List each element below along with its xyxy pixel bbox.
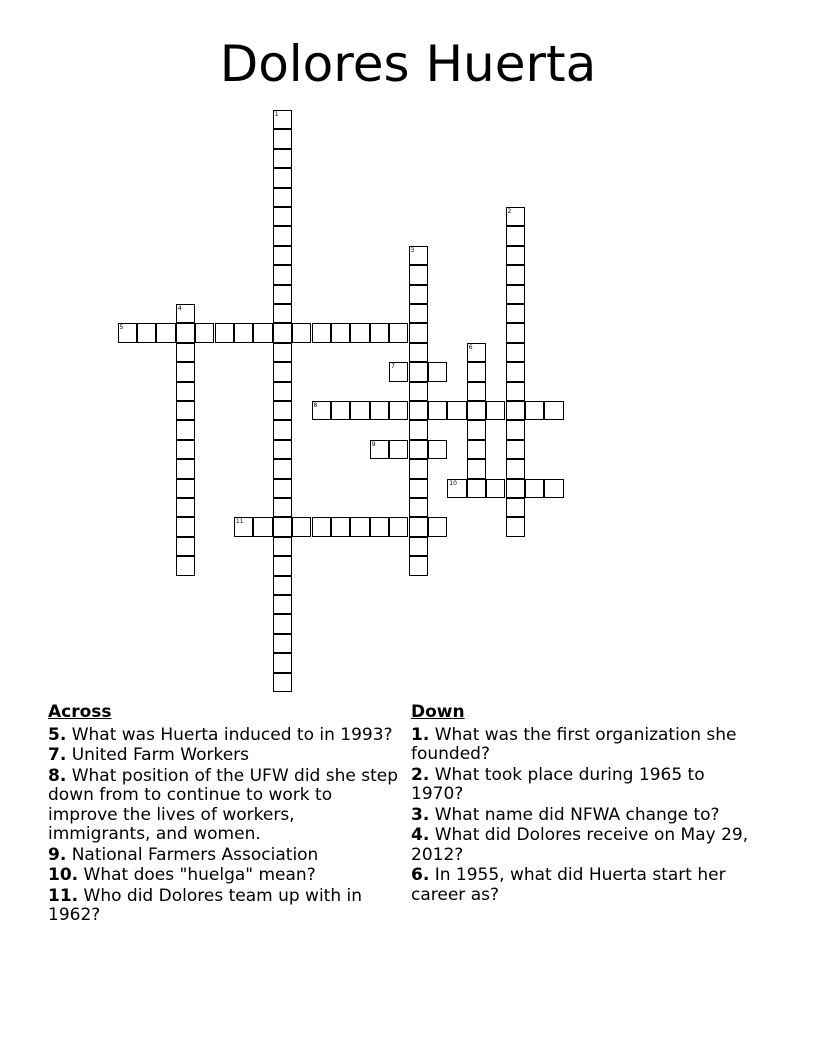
grid-cell[interactable]	[506, 401, 525, 420]
grid-cell[interactable]	[273, 168, 292, 187]
grid-cell[interactable]	[506, 420, 525, 439]
grid-cell[interactable]	[409, 556, 428, 575]
grid-cell[interactable]	[506, 498, 525, 517]
grid-cell[interactable]	[370, 401, 389, 420]
grid-cell[interactable]	[467, 382, 486, 401]
grid-cell[interactable]	[409, 285, 428, 304]
grid-cell[interactable]	[409, 323, 428, 342]
grid-cell[interactable]	[156, 323, 175, 342]
across-clue	[48, 746, 400, 766]
grid-cell[interactable]	[544, 479, 563, 498]
grid-cell[interactable]	[176, 304, 195, 323]
grid-cell[interactable]	[409, 382, 428, 401]
grid-cell[interactable]	[525, 479, 544, 498]
cell-number: 8	[313, 402, 318, 409]
grid-cell[interactable]	[389, 362, 408, 381]
grid-cell[interactable]	[273, 479, 292, 498]
grid-cell[interactable]	[506, 459, 525, 478]
grid-cell[interactable]	[273, 246, 292, 265]
grid-cell[interactable]	[350, 401, 369, 420]
grid-cell[interactable]	[506, 265, 525, 284]
clue-number: 9.	[48, 844, 67, 865]
grid-cell[interactable]	[331, 401, 350, 420]
grid-cell[interactable]	[176, 420, 195, 439]
grid-cell[interactable]	[292, 323, 311, 342]
grid-cell[interactable]	[273, 420, 292, 439]
grid-cell[interactable]	[389, 440, 408, 459]
down-clues	[411, 703, 756, 906]
grid-cell[interactable]	[176, 440, 195, 459]
grid-cell[interactable]	[409, 479, 428, 498]
grid-cell[interactable]	[409, 459, 428, 478]
grid-cell[interactable]	[273, 537, 292, 556]
grid-cell[interactable]	[331, 517, 350, 536]
grid-cell[interactable]	[273, 614, 292, 633]
across-heading: Across	[48, 702, 112, 722]
grid-cell[interactable]	[506, 246, 525, 265]
clue-text: In 1955, what did Huerta start her career as?	[411, 865, 726, 905]
grid-cell[interactable]	[273, 343, 292, 362]
grid-cell[interactable]	[409, 343, 428, 362]
grid-cell[interactable]	[137, 323, 156, 342]
grid-cell[interactable]	[273, 110, 292, 129]
across-clue	[48, 846, 400, 866]
grid-cell[interactable]	[273, 382, 292, 401]
clue-number: 7.	[48, 745, 67, 765]
grid-cell[interactable]	[506, 343, 525, 362]
across-clue	[48, 866, 400, 886]
grid-cell[interactable]	[409, 265, 428, 284]
grid-cell[interactable]	[409, 401, 428, 420]
grid-cell[interactable]	[506, 323, 525, 342]
grid-cell[interactable]	[486, 401, 505, 420]
grid-cell[interactable]	[176, 323, 195, 342]
grid-cell[interactable]	[273, 517, 292, 536]
grid-cell[interactable]	[176, 401, 195, 420]
grid-cell[interactable]	[467, 343, 486, 362]
grid-cell[interactable]	[506, 207, 525, 226]
grid-cell[interactable]	[467, 440, 486, 459]
grid-cell[interactable]	[273, 129, 292, 148]
clue-text: United Farm Workers	[71, 745, 249, 765]
cell-number: 2	[507, 208, 512, 215]
cell-number: 11	[235, 518, 244, 526]
cell-number: 7	[391, 363, 395, 371]
grid-cell[interactable]	[370, 517, 389, 536]
grid-cell[interactable]	[273, 576, 292, 595]
grid-cell[interactable]	[273, 226, 292, 245]
clue-number: 8.	[48, 765, 67, 786]
grid-cell[interactable]	[409, 498, 428, 517]
grid-cell[interactable]	[273, 207, 292, 226]
grid-cell[interactable]	[273, 498, 292, 517]
grid-cell[interactable]	[253, 517, 272, 536]
grid-cell[interactable]	[409, 537, 428, 556]
across-clue	[48, 767, 400, 845]
grid-cell[interactable]	[273, 285, 292, 304]
grid-cell[interactable]	[273, 401, 292, 420]
grid-cell[interactable]	[273, 304, 292, 323]
cell-number: 3	[410, 246, 415, 254]
grid-cell[interactable]	[312, 323, 331, 342]
cell-number: 6	[468, 343, 473, 351]
grid-cell[interactable]	[292, 517, 311, 536]
puzzle-title: Dolores Huerta	[219, 35, 597, 93]
grid-cell[interactable]	[389, 517, 408, 536]
clue-text: What was Huerta induced to in 1993?	[71, 724, 393, 745]
grid-cell[interactable]	[176, 382, 195, 401]
clue-text: What position of the UFW did she step down from to continue to work to improve the lives of workers, immigrants, and women.	[48, 765, 399, 844]
clue-number: 4.	[411, 825, 430, 845]
cell-number: 4	[177, 305, 182, 312]
grid-cell[interactable]	[525, 401, 544, 420]
grid-cell[interactable]	[176, 556, 195, 575]
grid-cell[interactable]	[176, 537, 195, 556]
grid-cell[interactable]	[273, 323, 292, 342]
grid-cell[interactable]	[506, 226, 525, 245]
down-heading: Down	[411, 702, 465, 722]
grid-cell[interactable]	[176, 459, 195, 478]
clue-number: 5.	[48, 724, 67, 745]
cell-number: 10	[449, 479, 457, 487]
grid-cell[interactable]	[428, 517, 447, 536]
cell-number: 1	[274, 111, 279, 118]
across-clue-list	[48, 726, 400, 926]
grid-cell[interactable]	[176, 517, 195, 536]
grid-cell[interactable]	[273, 595, 292, 614]
grid-cell[interactable]	[176, 343, 195, 362]
grid-cell[interactable]	[176, 479, 195, 498]
grid-cell[interactable]	[506, 285, 525, 304]
clue-text: What took place during 1965 to 1970?	[411, 764, 705, 804]
grid-cell[interactable]	[234, 323, 253, 342]
grid-cell[interactable]	[176, 362, 195, 381]
grid-cell[interactable]	[350, 323, 369, 342]
grid-cell[interactable]	[467, 459, 486, 478]
grid-cell[interactable]	[273, 188, 292, 207]
grid-cell[interactable]	[273, 673, 292, 692]
grid-cell[interactable]	[350, 517, 369, 536]
clue-number: 1.	[411, 724, 430, 745]
grid-cell[interactable]	[253, 323, 272, 342]
grid-cell[interactable]	[273, 149, 292, 168]
down-clue	[411, 826, 756, 865]
grid-cell[interactable]	[409, 304, 428, 323]
grid-cell[interactable]	[506, 517, 525, 536]
grid-cell[interactable]	[486, 479, 505, 498]
down-clue-list	[411, 726, 756, 906]
clue-number: 11.	[48, 885, 79, 906]
grid-cell[interactable]	[370, 440, 389, 459]
grid-cell[interactable]	[409, 517, 428, 536]
clue-text: What was the first organization she founded?	[411, 724, 737, 764]
down-clue	[411, 726, 756, 765]
clue-text: What did Dolores receive on May 29, 2012?	[411, 825, 749, 865]
grid-cell[interactable]	[273, 440, 292, 459]
grid-cell[interactable]	[273, 265, 292, 284]
grid-cell[interactable]	[447, 401, 466, 420]
grid-cell[interactable]	[312, 517, 331, 536]
grid-cell[interactable]	[467, 420, 486, 439]
cell-number: 5	[119, 324, 124, 332]
grid-cell[interactable]	[234, 517, 253, 536]
grid-cell[interactable]	[409, 420, 428, 439]
grid-cell[interactable]	[409, 362, 428, 381]
grid-cell[interactable]	[467, 479, 486, 498]
down-clue	[411, 866, 756, 905]
grid-cell[interactable]	[215, 323, 234, 342]
grid-cell[interactable]	[409, 246, 428, 265]
grid-cell[interactable]	[273, 634, 292, 653]
down-clue	[411, 766, 756, 805]
grid-cell[interactable]	[506, 304, 525, 323]
grid-cell[interactable]	[273, 362, 292, 381]
clue-text: Who did Dolores team up with in 1962?	[48, 885, 363, 925]
grid-cell[interactable]	[428, 362, 447, 381]
grid-cell[interactable]	[409, 440, 428, 459]
grid-cell[interactable]	[506, 479, 525, 498]
clue-number: 10.	[48, 865, 79, 885]
clue-number: 2.	[411, 764, 430, 785]
down-clue	[411, 806, 756, 826]
grid-cell[interactable]	[312, 401, 331, 420]
across-clue	[48, 726, 400, 746]
grid-cell[interactable]	[467, 362, 486, 381]
grid-cell[interactable]	[506, 382, 525, 401]
grid-cell[interactable]	[331, 323, 350, 342]
cell-number: 9	[371, 440, 376, 448]
grid-cell[interactable]	[118, 323, 137, 342]
clue-number: 3.	[411, 804, 430, 825]
clue-text: What name did NFWA change to?	[434, 804, 720, 825]
grid-cell[interactable]	[428, 401, 447, 420]
grid-cell[interactable]	[428, 440, 447, 459]
grid-cell[interactable]	[506, 440, 525, 459]
grid-cell[interactable]	[273, 459, 292, 478]
grid-cell[interactable]	[370, 323, 389, 342]
grid-cell[interactable]	[467, 401, 486, 420]
grid-cell[interactable]	[273, 556, 292, 575]
across-clue	[48, 887, 400, 926]
grid-cell[interactable]	[506, 362, 525, 381]
grid-cell[interactable]	[389, 401, 408, 420]
clue-text: National Farmers Association	[71, 844, 319, 865]
grid-cell[interactable]	[273, 653, 292, 672]
clue-text: What does "huelga" mean?	[83, 865, 316, 885]
grid-cell[interactable]	[195, 323, 214, 342]
grid-cell[interactable]	[544, 401, 563, 420]
across-clues	[48, 703, 400, 927]
clue-number: 6.	[411, 865, 430, 885]
grid-cell[interactable]	[176, 498, 195, 517]
grid-cell[interactable]	[389, 323, 408, 342]
grid-cell[interactable]	[447, 479, 466, 498]
